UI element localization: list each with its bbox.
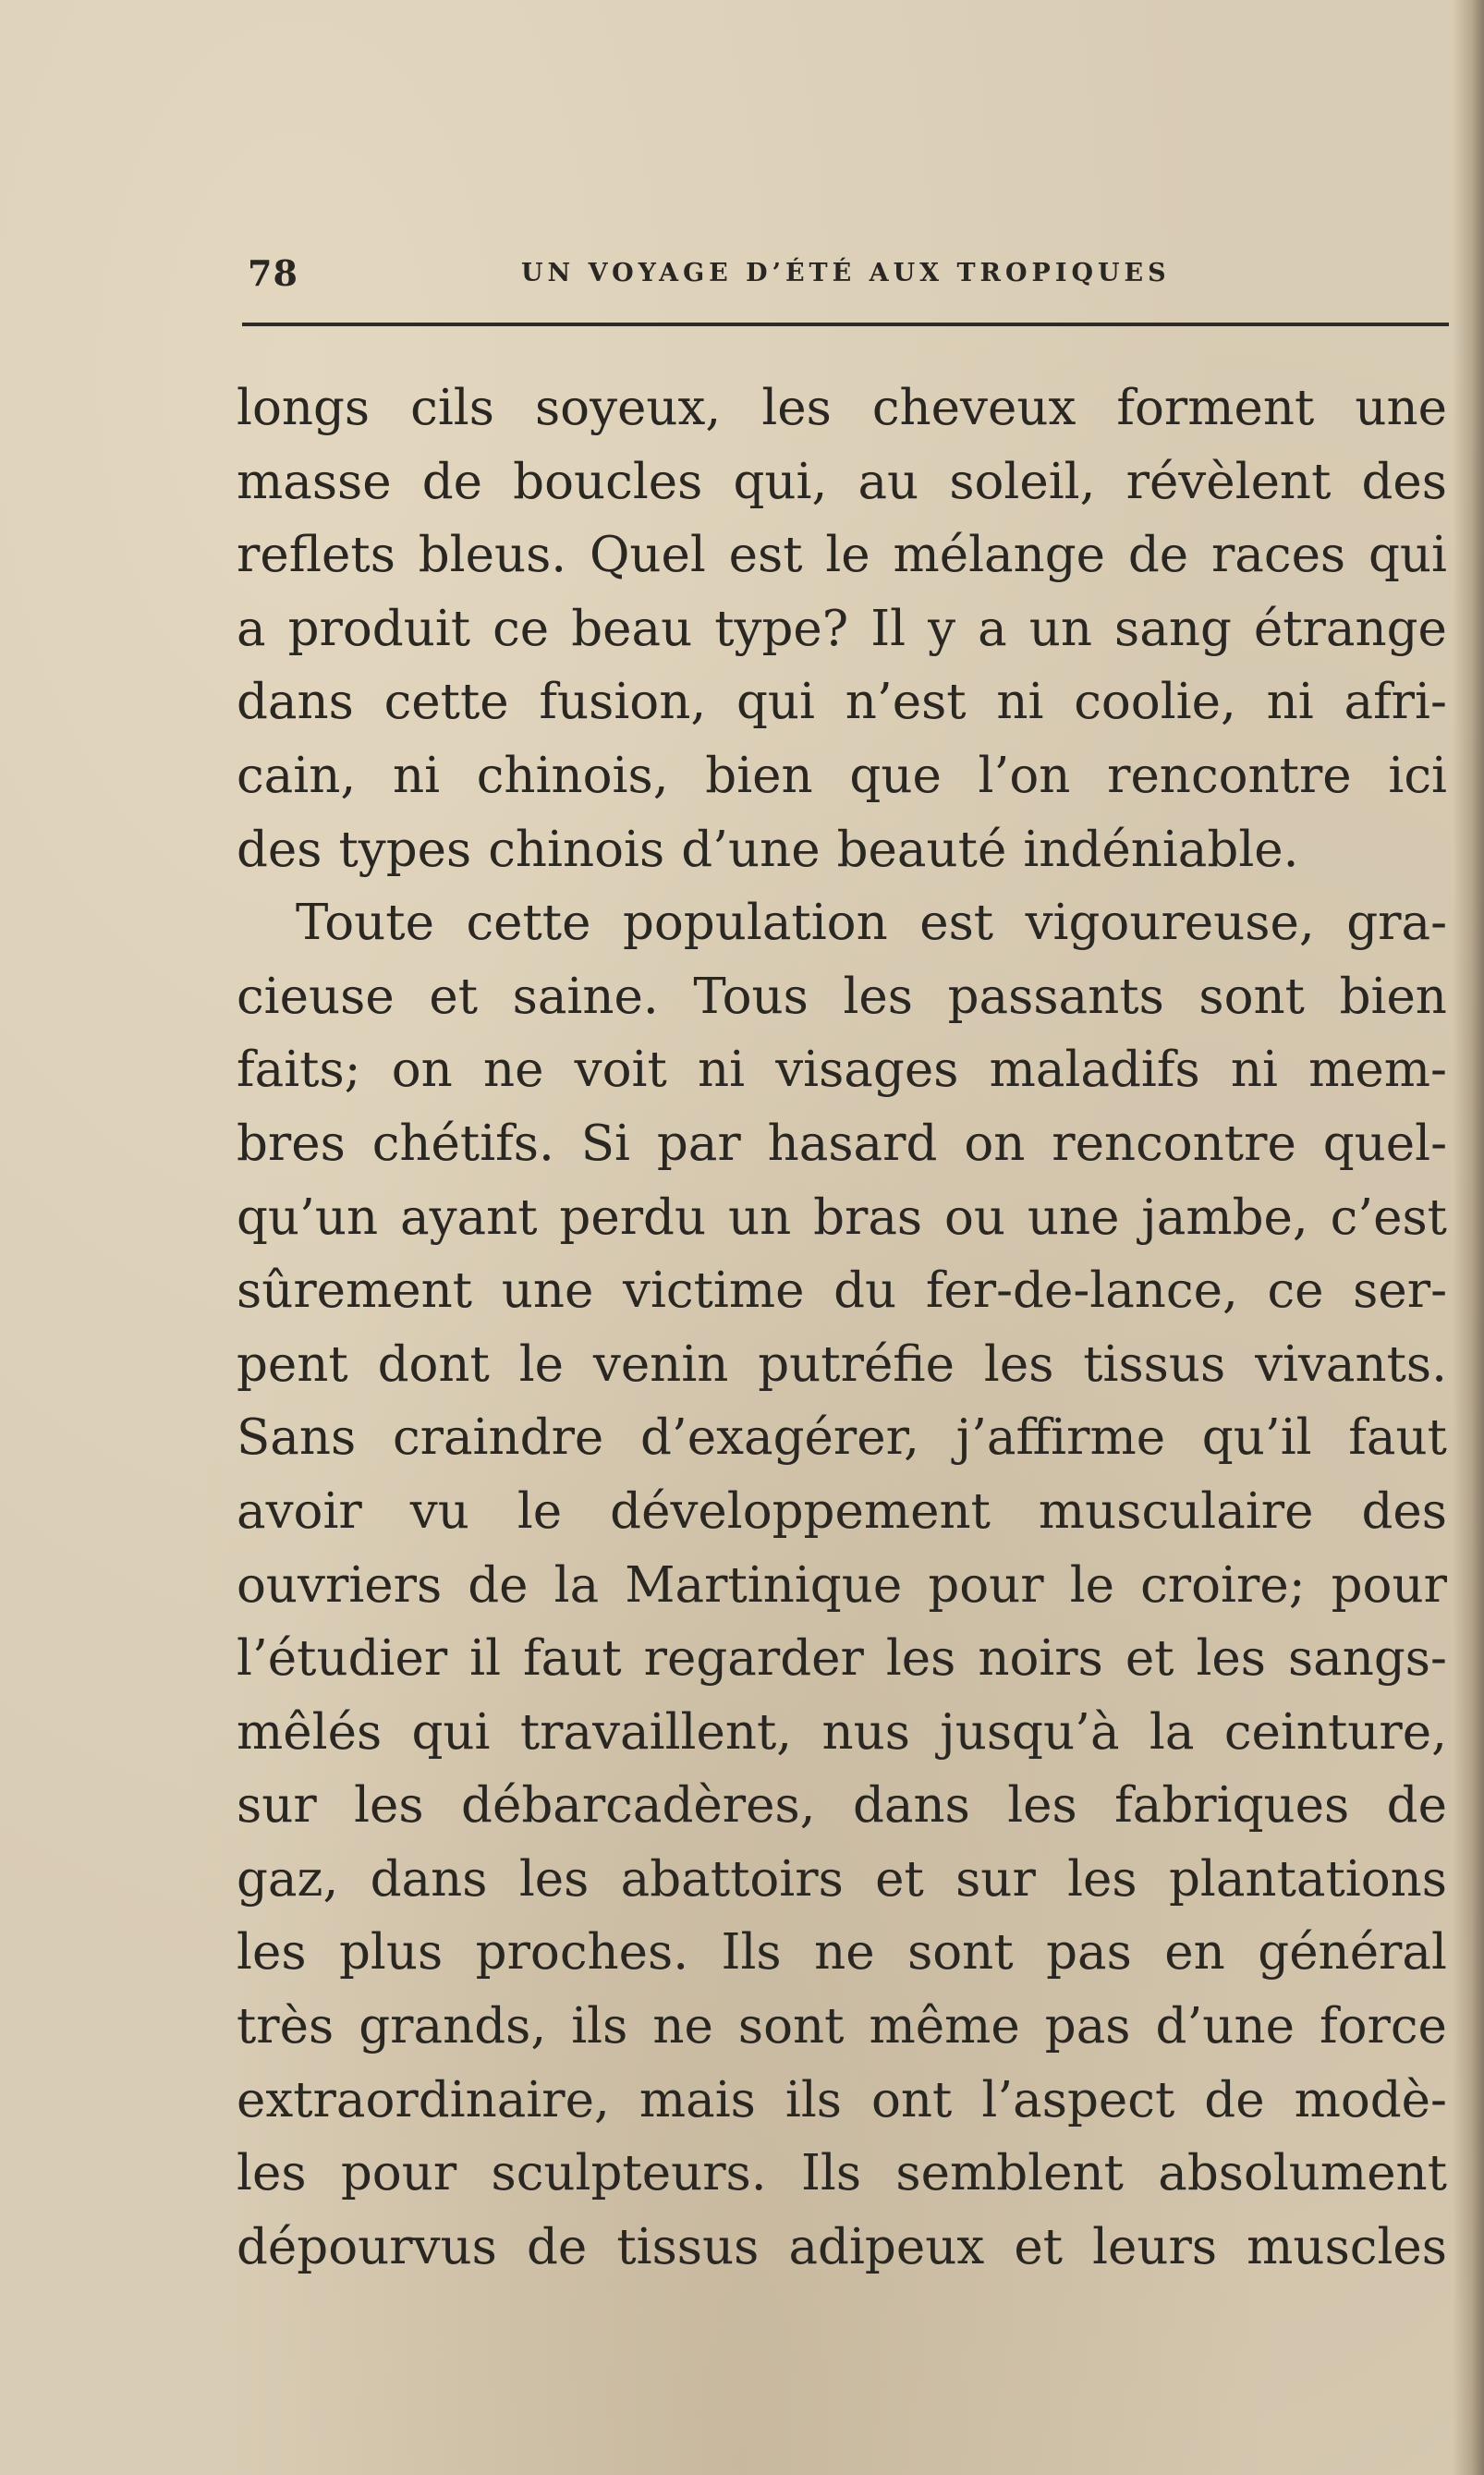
text-line (237, 1401, 1447, 1475)
word: venin (592, 1335, 729, 1393)
word: dans (370, 1850, 488, 1908)
word: perdu (559, 1189, 707, 1246)
word: voit (574, 1042, 667, 1099)
word: sur (237, 1777, 317, 1835)
word: absolument (1158, 2145, 1447, 2202)
word: faut (523, 1630, 622, 1688)
word: victime (623, 1262, 805, 1320)
word: des (1361, 453, 1447, 510)
word: jusqu’à (940, 1703, 1120, 1761)
word: ce (1267, 1262, 1324, 1320)
word: pour (1331, 1556, 1447, 1614)
word: qu’un (237, 1189, 379, 1246)
word: vu (409, 1482, 469, 1540)
word: forment (1116, 380, 1315, 436)
word: ou (943, 1189, 1005, 1246)
word: une (1027, 1189, 1120, 1246)
word: mélange (893, 527, 1106, 584)
word: pas (1046, 1924, 1132, 1981)
word: qui, (733, 453, 828, 510)
word: et (875, 1850, 924, 1908)
word: de (1127, 527, 1189, 584)
word: qui (411, 1703, 491, 1761)
word: les (983, 1335, 1054, 1393)
word: est (728, 527, 803, 584)
word: population (622, 895, 888, 952)
word: le (517, 1482, 563, 1540)
word: ouvriers (237, 1556, 443, 1614)
word: jambe, (1141, 1189, 1308, 1246)
word: qui (736, 674, 815, 731)
word: adipeux (788, 2218, 985, 2275)
word: indéniable. (1023, 821, 1299, 878)
word: dépourvus (237, 2218, 497, 2275)
word: saine. (512, 968, 659, 1025)
word: révèlent (1125, 453, 1332, 510)
text-line (237, 886, 1447, 960)
running-title: UN VOYAGE D’ÉTÉ AUX TROPIQUES (521, 259, 1171, 287)
word: extraordinaire, (237, 2071, 610, 2128)
word: ce (493, 600, 550, 657)
word: débarcadères, (461, 1777, 816, 1835)
word: développement (610, 1482, 991, 1540)
word: ils (785, 2071, 842, 2128)
word: cils (410, 380, 494, 436)
word: un (1028, 600, 1092, 657)
word: muscles (1247, 2218, 1447, 2275)
word: cette (383, 674, 509, 731)
word: fabriques (1114, 1777, 1350, 1835)
word: plantations (1168, 1850, 1447, 1908)
text-line (237, 1033, 1447, 1107)
word: produit (287, 600, 471, 657)
text-line (237, 1916, 1447, 1990)
word: les (354, 1777, 424, 1835)
word: modè- (1294, 2071, 1447, 2128)
word: c’est (1330, 1189, 1447, 1246)
text-line (237, 960, 1447, 1034)
word: plus (338, 1924, 444, 1981)
word: abattoirs (620, 1850, 844, 1908)
word: quel- (1322, 1115, 1447, 1172)
word: ni (996, 674, 1044, 731)
word: j’affirme (955, 1409, 1166, 1467)
word: masse (237, 453, 392, 510)
word: les (237, 1924, 307, 1981)
word: faits; (237, 1042, 361, 1099)
word: bres (237, 1115, 346, 1172)
word: ni (697, 1042, 746, 1099)
word: ni (392, 747, 441, 804)
word: pas (1044, 1998, 1131, 2055)
word: semblent (895, 2145, 1124, 2202)
word: le (825, 527, 870, 584)
text-line (237, 1696, 1447, 1770)
word: des (1361, 1482, 1447, 1540)
word: cieuse (237, 968, 395, 1025)
text-line (237, 592, 1447, 666)
word: la (553, 1556, 600, 1614)
word: gra- (1346, 895, 1447, 952)
word: les (843, 968, 913, 1025)
word: craindre (392, 1409, 604, 1467)
word: leurs (1092, 2218, 1218, 2275)
word: soleil, (949, 453, 1096, 510)
word: rencontre (1107, 747, 1352, 804)
word: de (1386, 1777, 1447, 1835)
word: sûrement (237, 1262, 473, 1320)
word: passants (947, 968, 1164, 1025)
word: nus (821, 1703, 910, 1761)
word: Toute (296, 895, 434, 952)
word: il (469, 1630, 502, 1688)
word: les (761, 380, 832, 436)
word: hasard (767, 1115, 938, 1172)
word: ni (1266, 674, 1314, 731)
text-line (237, 1181, 1447, 1255)
word: de (1204, 2071, 1265, 2128)
word: afri- (1344, 674, 1447, 731)
word: bien (1339, 968, 1447, 1025)
text-line (237, 1475, 1447, 1549)
word: qu’il (1201, 1409, 1312, 1467)
text-line (237, 1990, 1447, 2064)
word: général (1258, 1924, 1447, 1981)
word: pour (340, 2145, 457, 2202)
word: proches. (475, 1924, 689, 1981)
word: regarder (643, 1630, 864, 1688)
word: mais (639, 2071, 756, 2128)
word: tissus (1083, 1335, 1226, 1393)
word: croire; (1140, 1556, 1306, 1614)
word: que (849, 747, 942, 804)
word: ils (571, 1998, 628, 2055)
word: par (656, 1115, 741, 1172)
word: la (1149, 1703, 1195, 1761)
word: mem- (1308, 1042, 1447, 1099)
word: rencontre (1052, 1115, 1296, 1172)
text-line (237, 813, 1447, 887)
word: Ils (800, 2145, 862, 2202)
word: l’étudier (237, 1630, 448, 1688)
word: ici (1388, 747, 1447, 804)
text-line (237, 2137, 1447, 2211)
word: ont (871, 2071, 953, 2128)
word: dont (377, 1335, 490, 1393)
word: bleus. (418, 527, 567, 584)
word: sculpteurs. (491, 2145, 767, 2202)
word: fer-de-lance, (925, 1262, 1238, 1320)
word: vivants. (1255, 1335, 1447, 1393)
word: ser- (1353, 1262, 1447, 1320)
word: Ils (721, 1924, 782, 1981)
word: on (964, 1115, 1026, 1172)
word: les (885, 1630, 956, 1688)
page-number: 78 (248, 252, 298, 294)
word: est (919, 895, 994, 952)
word: de (468, 1556, 529, 1614)
word: dans (237, 674, 354, 731)
text-line (237, 739, 1447, 813)
word: sont (1198, 968, 1305, 1025)
text-line (237, 518, 1447, 592)
word: cette (466, 895, 591, 952)
text-line (237, 372, 1447, 445)
word: faut (1348, 1409, 1447, 1467)
word: ne (652, 1998, 713, 2055)
word: n’est (845, 674, 967, 731)
word: ceinture, (1223, 1703, 1447, 1761)
word: on (391, 1042, 453, 1099)
word: d’une (1155, 1998, 1295, 2055)
text-line (237, 2064, 1447, 2138)
word: sur (955, 1850, 1036, 1908)
word: reflets (237, 527, 395, 584)
word: et (429, 968, 478, 1025)
word: du (833, 1262, 897, 1320)
word: même (869, 1998, 1020, 2055)
page-edge-shadow (1453, 0, 1484, 2475)
word: d’exagérer, (639, 1409, 919, 1467)
word: ayant (400, 1189, 538, 1246)
word: soyeux, (534, 380, 722, 436)
word: le (518, 1335, 565, 1393)
word: vigoureuse, (1025, 895, 1315, 952)
word: les (1196, 1630, 1266, 1688)
text-line (237, 1254, 1447, 1328)
word: maladifs (989, 1042, 1200, 1099)
word: grands, (359, 1998, 547, 2055)
word: musculaire (1038, 1482, 1314, 1540)
word: force (1319, 1998, 1447, 2055)
word: les (1067, 1850, 1137, 1908)
word: noirs (978, 1630, 1103, 1688)
word: l’on (978, 747, 1071, 804)
word: cheveux (871, 380, 1077, 436)
word: Quel (589, 527, 706, 584)
text-line (237, 1328, 1447, 1402)
word: pour (928, 1556, 1044, 1614)
word: tissus (616, 2218, 760, 2275)
word: Martinique (625, 1556, 903, 1614)
text-line (237, 445, 1447, 519)
word: au (858, 453, 919, 510)
word: cain, (237, 747, 357, 804)
word: Il (870, 600, 906, 657)
word: une (1355, 380, 1447, 436)
word: dans (852, 1777, 970, 1835)
word: bien (705, 747, 813, 804)
text-line (237, 1843, 1447, 1917)
word: de (526, 2218, 588, 2275)
word: a (237, 600, 266, 657)
word: Sans (237, 1409, 357, 1467)
header-rule (242, 323, 1449, 326)
word: le (1069, 1556, 1115, 1614)
text-line (237, 1107, 1447, 1181)
word: putréfie (758, 1335, 955, 1393)
word: l’aspect (981, 2071, 1175, 2128)
word: types (338, 821, 472, 878)
word: sangs- (1287, 1630, 1447, 1688)
text-line (237, 2211, 1447, 2285)
word: travaillent, (519, 1703, 793, 1761)
text-line (237, 1769, 1447, 1843)
word: de (421, 453, 483, 510)
word: très (237, 1998, 335, 2055)
text-line (237, 1622, 1447, 1696)
word: une (501, 1262, 594, 1320)
text-line (237, 665, 1447, 739)
word: les (518, 1850, 590, 1908)
word: sont (737, 1998, 845, 2055)
word: sont (907, 1924, 1014, 1981)
word: mêlés (237, 1703, 383, 1761)
word: un (727, 1189, 792, 1246)
word: bras (813, 1189, 923, 1246)
word: visages (775, 1042, 959, 1099)
word: et (1125, 1630, 1174, 1688)
word: étrange (1253, 600, 1447, 657)
word: beau (571, 600, 693, 657)
word: y (928, 600, 956, 657)
word: type? (714, 600, 849, 657)
word: Si (580, 1115, 630, 1172)
word: avoir (237, 1482, 362, 1540)
word: des (237, 821, 322, 878)
word: races (1210, 527, 1346, 584)
word: qui (1368, 527, 1447, 584)
word: et (1014, 2218, 1063, 2275)
word: sang (1114, 600, 1232, 657)
word: Tous (693, 968, 809, 1025)
word: ne (482, 1042, 544, 1099)
word: beauté (836, 821, 1007, 878)
running-header (248, 248, 1449, 299)
word: a (978, 600, 1007, 657)
word: ni (1230, 1042, 1278, 1099)
word: ne (814, 1924, 875, 1981)
word: boucles (513, 453, 703, 510)
word: coolie, (1074, 674, 1236, 731)
word: pent (237, 1335, 348, 1393)
word: les (237, 2145, 307, 2202)
word: chinois, (476, 747, 669, 804)
text-line (237, 1549, 1447, 1623)
word: chétifs. (371, 1115, 554, 1172)
word: d’une (681, 821, 821, 878)
word: en (1164, 1924, 1225, 1981)
word: fusion, (539, 674, 707, 731)
word: chinois (488, 821, 665, 878)
body-text (237, 372, 1447, 2284)
word: gaz, (237, 1850, 339, 1908)
word: les (1007, 1777, 1077, 1835)
word: longs (237, 380, 371, 436)
